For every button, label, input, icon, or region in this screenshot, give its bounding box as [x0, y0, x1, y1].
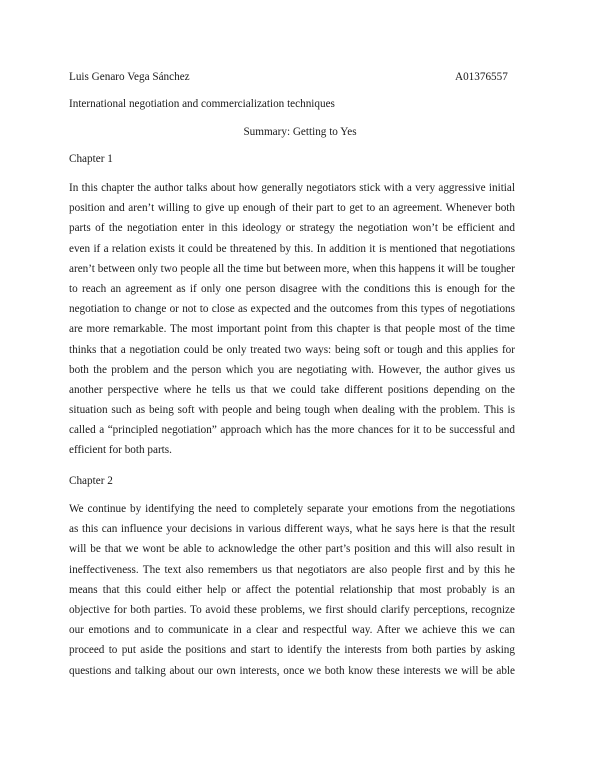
- paragraph-line: our emotions and to communicate in a clear and respectful way. After we achieve this we can: [69, 624, 515, 637]
- paragraph-line: are more remarkable. The most important point from this chapter is that people most of the time: [69, 323, 515, 336]
- student-id: A01376557: [455, 71, 508, 83]
- chapter-1-paragraph: [69, 178, 515, 461]
- chapter-2-heading: Chapter 2: [69, 475, 113, 487]
- paragraph-line: another perspective where he tells us that we could take different positions depending on the: [69, 383, 515, 396]
- paragraph-line: proceed to put aside the positions and start to identify the interests from both parties by asking: [69, 644, 515, 657]
- paragraph-line: means that this could either help or affect the potential relationship that most probably is an: [69, 583, 515, 596]
- paragraph-line: as this can influence your decisions in various different ways, what he says here is that the result: [69, 523, 515, 536]
- paragraph-line: negotiation to change or not to close as expected and the outcomes from this types of negotiations: [69, 303, 515, 316]
- paragraph-line: will be that we wont be able to acknowledge the other part’s position and this will also result in: [69, 543, 515, 556]
- paragraph-line: ineffectiveness. The text also remembers us that negotiators are also people first and by this he: [69, 563, 515, 576]
- chapter-2-paragraph: [69, 499, 515, 681]
- paragraph-line: We continue by identifying the need to completely separate your emotions from the negotiations: [69, 503, 515, 515]
- paragraph-line: both the problem and the person which you are negotiating with. However, the author gives us: [69, 363, 515, 376]
- paragraph-line: aren’t between only two people all the time but between more, when this happens it will be tougher: [69, 262, 515, 275]
- course-name: International negotiation and commercialization techniques: [69, 98, 335, 110]
- paragraph-line: efficient for both parts.: [69, 444, 172, 457]
- paragraph-line: position and aren’t willing to give up enough of their part to get to an agreement. Whenever both: [69, 202, 515, 215]
- paragraph-line: even if a relation exists it could be threatened by this. In addition it is mentioned that negotiations: [69, 242, 515, 255]
- paragraph-line: parts of the negotiation enter in this ideology or strategy the negotiation won’t be efficient and: [69, 222, 515, 235]
- paragraph-line: questions and talking about our own interests, once we both know these interests we will be able: [69, 664, 515, 677]
- paragraph-line: objective for both parties. To avoid these problems, we first should clarify perceptions, recognize: [69, 603, 515, 616]
- paragraph-line: In this chapter the author talks about how generally negotiators stick with a very aggressive initial: [69, 182, 515, 194]
- paragraph-line: to reach an agreement as if only one person disagree with the conditions this is enough for the: [69, 282, 515, 295]
- paragraph-line: situation such as being soft with people and being tough when dealing with the problem. This is: [69, 404, 515, 417]
- student-name: Luis Genaro Vega Sánchez: [69, 71, 190, 83]
- paragraph-line: thinks that a negotiation could be only treated two ways: being soft or tough and this applies for: [69, 343, 515, 356]
- paragraph-line: called a “principled negotiation” approach which has the more chances for it to be successful and: [69, 424, 515, 437]
- document-title: Summary: Getting to Yes: [243, 126, 357, 138]
- chapter-1-heading: Chapter 1: [69, 153, 113, 165]
